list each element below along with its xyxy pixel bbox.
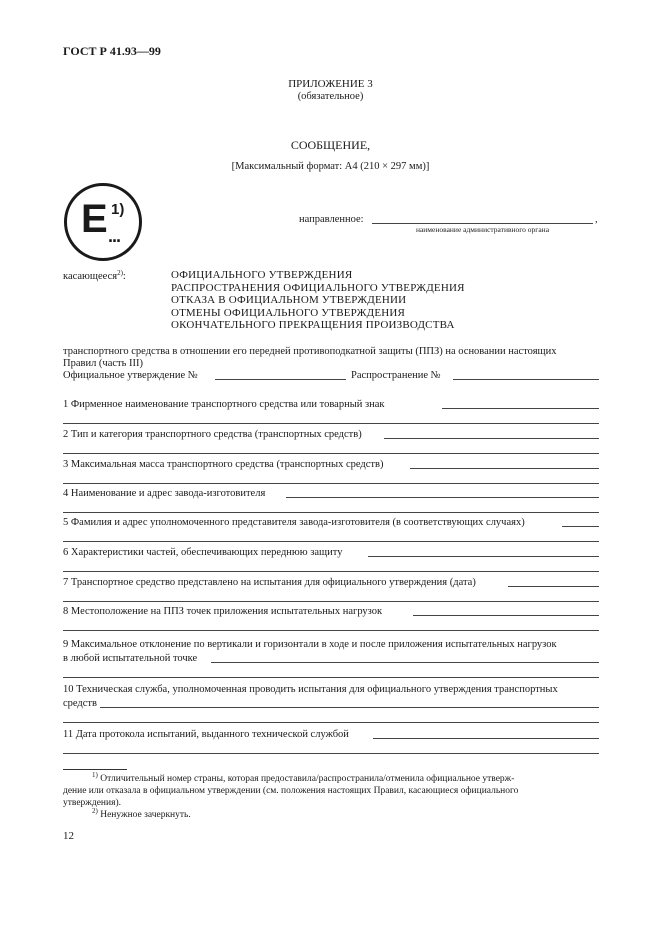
footnote-1-line-2: дение или отказала в официальном утверждении (см. положения настоящих Правил, касающиеся официального	[63, 786, 519, 796]
item-3-field[interactable]	[410, 468, 599, 469]
footnote-1-line-1: $^{1)}$ Отличительный номер страны, которая предоставила/распространила/отменила официальное утверж-	[92, 771, 515, 784]
item-2-label: 2 Тип и категория транспортного средства (транспортных средств)	[63, 429, 362, 440]
concerning-option[interactable]: ОТМЕНЫ ОФИЦИАЛЬНОГО УТВЕРЖДЕНИЯ	[171, 306, 406, 319]
item-4-field-line-2[interactable]	[63, 512, 599, 513]
annex-title: ПРИЛОЖЕНИЕ 3	[288, 78, 373, 90]
concerning-options	[171, 269, 465, 332]
item-2-field[interactable]	[384, 438, 599, 439]
format-note: [Максимальный формат: А4 (210 × 297 мм)]	[231, 161, 430, 172]
item-6-field-line-2[interactable]	[63, 571, 599, 572]
item-8-field-line-2[interactable]	[63, 630, 599, 631]
concerning-option[interactable]: ОКОНЧАТЕЛЬНОГО ПРЕКРАЩЕНИЯ ПРОИЗВОДСТВА	[171, 319, 455, 332]
addressed-caption: наименование административного органа	[415, 225, 550, 234]
approval-mark-sup: 1)	[111, 201, 125, 218]
item-9-field[interactable]	[211, 662, 599, 663]
item-7-label: 7 Транспортное средство представлено на испытания для официального утверждения (дата)	[63, 577, 476, 588]
page-number: 12	[63, 830, 74, 842]
footnote-separator	[63, 769, 127, 770]
item-3-label: 3 Максимальная масса транспортного средства (транспортных средств)	[63, 459, 384, 470]
item-11-field[interactable]	[373, 738, 599, 739]
intro-line-1: транспортного средства в отношении его передней противоподкатной защиты (ППЗ) на основании настоящих	[63, 346, 557, 357]
approval-mark-dots: ...	[108, 226, 121, 246]
message-title: СООБЩЕНИЕ,	[290, 138, 371, 152]
concerning-label: касающееся$^{2)}$:	[63, 269, 126, 282]
footnote-2: $^{2)}$ Ненужное зачеркнуть.	[92, 807, 191, 820]
concerning-option[interactable]: ОФИЦИАЛЬНОГО УТВЕРЖДЕНИЯ	[171, 269, 353, 281]
extension-number-label: Распространение №	[351, 370, 441, 381]
item-10-field-line-2[interactable]	[63, 722, 599, 723]
concerning-option[interactable]: РАСПРОСТРАНЕНИЯ ОФИЦИАЛЬНОГО УТВЕРЖДЕНИЯ	[171, 281, 465, 294]
item-2-field-line-2[interactable]	[63, 453, 599, 454]
item-5-field-line-2[interactable]	[63, 541, 599, 542]
item-10-label: 10 Техническая служба, уполномоченная проводить испытания для официального утверждения транспортных	[63, 684, 558, 695]
approval-number-field[interactable]	[215, 379, 346, 380]
annex-status: (обязательное)	[297, 91, 364, 102]
intro-line-2: Правил (часть III)	[63, 358, 144, 369]
footnote-1-line-3: утверждения).	[63, 798, 121, 808]
item-10-label-2: средств	[63, 698, 97, 709]
item-5-field[interactable]	[562, 526, 599, 527]
approval-mark-letter: E	[81, 197, 108, 241]
item-4-label: 4 Наименование и адрес завода-изготовителя	[63, 488, 266, 499]
item-8-label: 8 Местоположение на ППЗ точек приложения испытательных нагрузок	[63, 606, 383, 617]
addressed-field-line[interactable]	[372, 223, 593, 224]
item-6-field[interactable]	[368, 556, 599, 557]
item-1-field-line-2[interactable]	[63, 423, 599, 424]
item-3-field-line-2[interactable]	[63, 483, 599, 484]
item-7-field-line-2[interactable]	[63, 601, 599, 602]
item-9-label-2: в любой испытательной точке	[63, 653, 198, 664]
approval-number-label: Официальное утверждение №	[63, 370, 198, 381]
item-7-field[interactable]	[508, 586, 599, 587]
concerning-option[interactable]: ОТКАЗА В ОФИЦИАЛЬНОМ УТВЕРЖДЕНИИ	[171, 294, 407, 307]
item-11-label: 11 Дата протокола испытаний, выданного технической службой	[63, 729, 349, 740]
addressed-comma: ,	[595, 214, 598, 225]
item-10-field[interactable]	[100, 707, 599, 708]
extension-number-field[interactable]	[453, 379, 599, 380]
item-1-label: 1 Фирменное наименование транспортного средства или товарный знак	[63, 399, 385, 410]
document-code: ГОСТ Р 41.93—99	[63, 44, 161, 58]
item-8-field[interactable]	[413, 615, 599, 616]
item-4-field[interactable]	[286, 497, 599, 498]
item-11-field-line-2[interactable]	[63, 753, 599, 754]
item-9-label: 9 Максимальное отклонение по вертикали и горизонтали в ходе и после приложения испытательных нагрузок	[63, 639, 557, 650]
item-1-field[interactable]	[442, 408, 599, 409]
approval-mark-icon	[64, 183, 142, 261]
item-5-label: 5 Фамилия и адрес уполномоченного представителя завода-изготовителя (в соответствующих случаях)	[63, 517, 525, 528]
item-6-label: 6 Характеристики частей, обеспечивающих переднюю защиту	[63, 547, 343, 558]
addressed-label: направленное:	[299, 214, 364, 225]
item-9-field-line-2[interactable]	[63, 677, 599, 678]
